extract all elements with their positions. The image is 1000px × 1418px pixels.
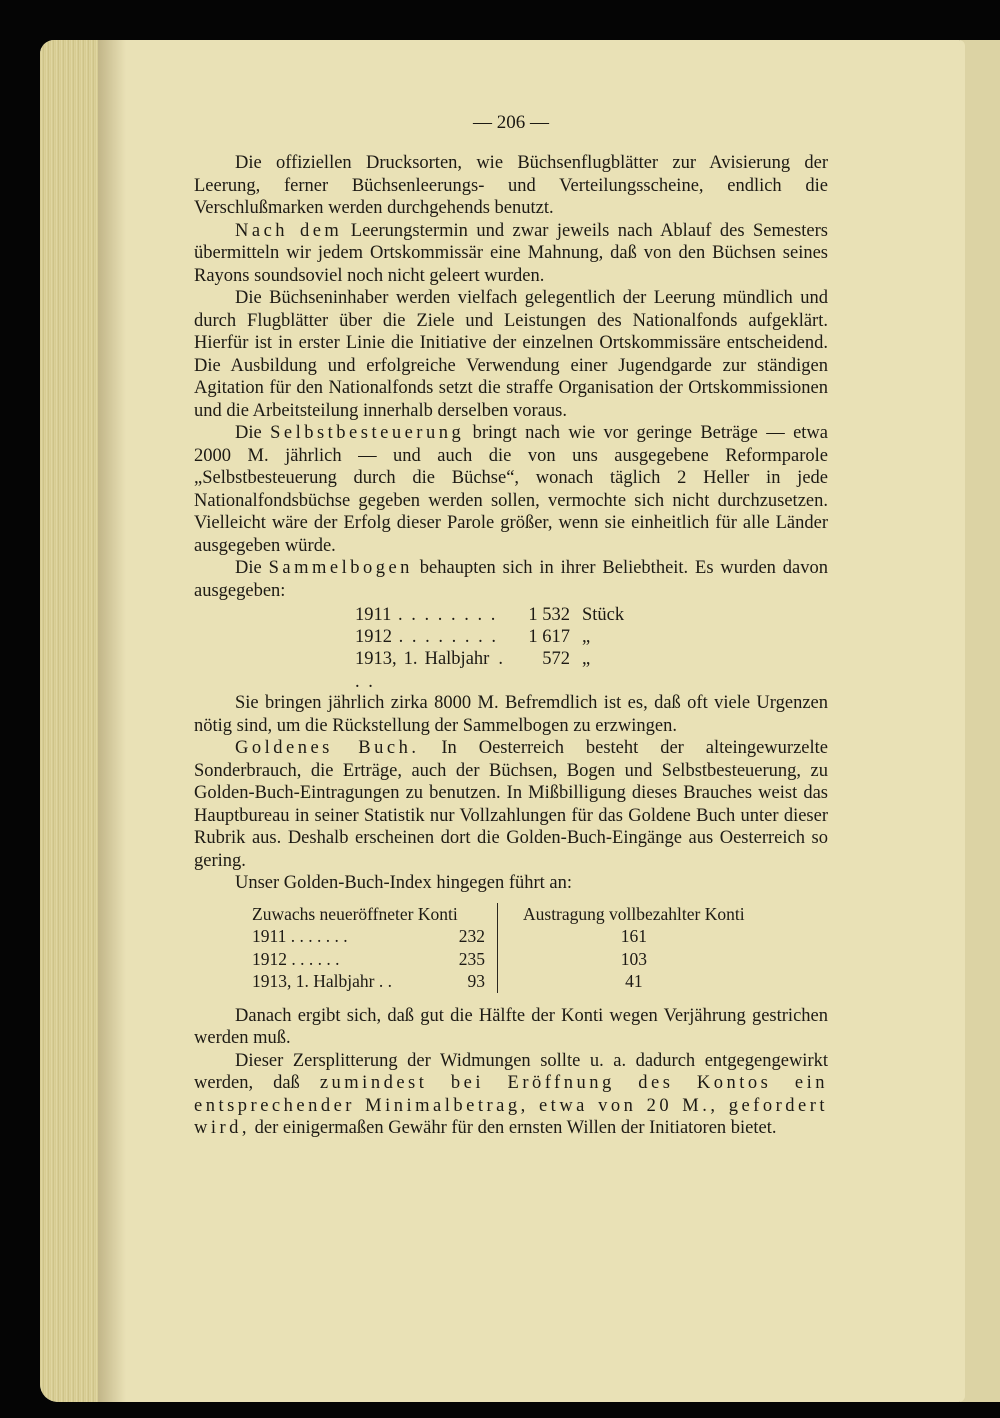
list-year: 1911 . . . . . . . . [355, 605, 498, 625]
list-year: 1912 . . . . . . . . [355, 627, 498, 647]
paragraph-goldenes-buch [194, 737, 828, 872]
list-unit: „ [582, 649, 591, 669]
paragraph-text: Die [235, 558, 269, 578]
paragraph-text: Leerungstermin und zwar jeweils nach Ablauf des Semesters übermitteln wir jedem Ortskommissär eine Mahnung, daß von den Büchsen seines Rayons soundsoviel noch nicht geleert wurden. [194, 220, 828, 286]
list-unit: „ [582, 627, 591, 647]
paragraph-selbstbesteuerung [194, 422, 828, 557]
paragraph-text: der einigermaßen Gewähr für den ernsten Willen der Initiatoren bietet. [250, 1118, 777, 1138]
paragraph-urgenzen: Sie bringen jährlich zirka 8000 M. Befremdlich ist es, daß oft viele Urgenzen nötig sind, um die Rückstellung der Sammelbogen zu erzwingen. [194, 693, 828, 736]
table-row: 1911 . . . . . . . 232 [252, 926, 485, 946]
list-item [355, 626, 828, 648]
paragraph-text: Die [235, 423, 271, 443]
list-item [355, 604, 828, 626]
spaced-emphasis: Nach dem [235, 220, 343, 241]
table-row: 41 [625, 971, 643, 991]
spaced-emphasis: Selbstbesteuerung [270, 423, 465, 443]
page-number: — 206 — [473, 112, 549, 133]
paragraph-zersplitterung [194, 1050, 828, 1140]
sammelbogen-list [355, 604, 828, 692]
table-column-austragung [498, 903, 745, 993]
paragraph-text: In Oesterreich besteht der alteingewurzelte Sonderbrauch, die Erträge, auch der Büchsen, Bogen und Selbstbesteuerung, zu Golden-Buch-Eintragungen zu benutzen. In Mißbilligung dieses Brauches weist das Hauptbureau in seiner Statistik nur Vollzahlungen für das Goldene Buch unter dieser Rubrik aus. Deshalb erscheinen dort die Golden-Buch-Eingänge aus Oesterreich so gering. [194, 738, 828, 871]
paragraph-verjaehrung: Danach ergibt sich, daß gut die Hälfte der Konti wegen Verjährung gestrichen werden muß. [194, 1005, 828, 1048]
table-row: 161 [620, 926, 647, 946]
table-header: Zuwachs neueröffneter Konti [252, 903, 458, 924]
paragraph-drucksorten: Die offiziellen Drucksorten, wie Büchsenflugblätter zur Avisierung der Leerung, ferner Büchsenleerungs- und Verteilungsscheine, endlich die Verschlußmarken werden durchgehends benutzt. [194, 153, 828, 218]
table-column-zuwachs [252, 903, 498, 993]
golden-buch-index-table [252, 903, 828, 993]
table-row: 1913, 1. Halbjahr . . 93 [252, 971, 485, 991]
page-text [194, 110, 828, 1140]
paragraph-sammelbogen [194, 557, 828, 602]
paragraph-text: behaupten sich in ihrer Beliebtheit. Es wurden davon ausgegeben: [194, 558, 828, 601]
table-header: Austragung vollbezahlter Konti [523, 903, 745, 924]
paragraph-index-intro: Unser Golden-Buch-Index hingegen führt an: [235, 873, 573, 893]
page-edges [40, 40, 98, 1402]
spaced-emphasis: Sammelbogen [268, 558, 413, 578]
list-unit: Stück [582, 605, 625, 625]
page-shadow [98, 40, 126, 1402]
list-item [355, 648, 828, 692]
paragraph-buechseninhaber: Die Büchseninhaber werden vielfach gelegentlich der Leerung mündlich und durch Flugblätter über die Ziele und Leistungen des Nationalfonds aufgeklärt. Hierfür ist in erster Linie die Initiative der einzelnen Ortskommissäre entscheidend. Die Ausbildung und erfolgreiche Verwendung einer Jugendgarde zur ständigen Agitation für den Nationalfonds setzt die straffe Organisation der Ortskommissionen und die Arbeitsteilung innerhalb derselben voraus. [194, 288, 828, 421]
spaced-emphasis: zumindest bei Eröffnung des Kontos ein entsprechender Minimalbetrag, etwa von 20 M., gefordert wird, [194, 1073, 828, 1138]
facing-page-edge [960, 40, 1000, 1402]
list-value: 1 532 [528, 605, 570, 625]
table-row: 103 [620, 948, 647, 969]
paragraph-text: Dieser Zersplitterung der Widmungen sollte u. a. dadurch entgegengewirkt werden, daß [194, 1050, 828, 1093]
spaced-emphasis: Goldenes Buch. [235, 738, 420, 758]
table-row: 1912 . . . . . . 235 [252, 948, 485, 969]
paragraph-leerungstermin [194, 220, 828, 288]
paragraph-text: bringt nach wie vor geringe Beträge — etwa 2000 M. jährlich — und auch die von uns ausgegebene Reformparole „Selbstbesteuerung durch die Büchse“, wonach täglich 2 Heller in jede Nationalfondsbüchse gegeben werden sollen, vermochte sich nicht durchzusetzen. Vielleicht wäre der Erfolg dieser Parole größer, wenn sie einheitlich für alle Länder ausgegeben würde. [194, 423, 828, 556]
list-value: 1 617 [528, 627, 570, 647]
list-year: 1913, 1. Halbjahr . . . [355, 649, 505, 692]
list-value: 572 [542, 649, 570, 669]
